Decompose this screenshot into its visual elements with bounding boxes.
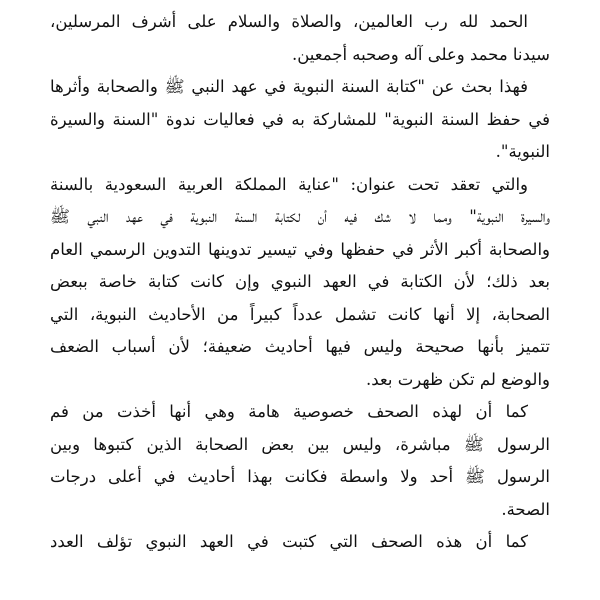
paragraph-3	[50, 169, 550, 397]
text-line: سيدنا محمد وعلى آله وصحبه أجمعين.	[291, 44, 550, 64]
paragraph-2	[50, 71, 550, 169]
text-line: الحمد لله رب العالمين، والصلاة والسلام على أشرف المرسلين،	[50, 12, 528, 31]
text-line: والتي تعقد تحت عنوان: "عناية المملكة العربية السعودية بالسنة	[50, 174, 528, 194]
text-line: فهذا بحث عن "كتابة السنة النبوية في عهد النبي ﷺ والصحابة وأثرها	[50, 77, 528, 96]
text-line: والصحابة أكبر الأثر في حفظها وفي تيسير تدوينها التدوين الرسمي العام	[50, 239, 550, 259]
paragraph-5	[50, 526, 550, 559]
text-line: والوضع لم تكن ظهرت بعد.	[366, 369, 550, 389]
text-line: النبوية".	[495, 142, 550, 161]
text-line: والسيرة النبوية" ومما لا شك فيه أن لكتابة السنة النبوية في عهد النبي ﷺ	[50, 207, 550, 226]
paragraph-1	[50, 6, 550, 71]
text-line: كما أن هذه الصحف التي كتبت في العهد النبوي تؤلف العدد	[50, 532, 528, 551]
text-line: الرسول ﷺ مباشرة، وليس بين بعض الصحابة الذين كتبوها وبين	[50, 434, 550, 454]
text-line: تتميز بأنها صحيحة وليس فيها أحاديث ضعيفة؛ لأن أسباب الضعف	[50, 337, 550, 356]
text-line: الصحة.	[501, 499, 550, 519]
text-line: الرسول ﷺ أحد ولا واسطة فكانت بهذا أحاديث في أعلى درجات	[50, 467, 550, 486]
paragraph-4	[50, 396, 550, 526]
text-line: بعد ذلك؛ لأن الكتابة في العهد النبوي وإن كانت كتابة خاصة ببعض	[50, 272, 550, 291]
text-line: كما أن لهذه الصحف خصوصية هامة وهي أنها أخذت من فم	[50, 402, 528, 421]
text-line: الصحابة، إلا أنها كانت تشمل عدداً كبيراً من الأحاديث النبوية، التي	[50, 304, 550, 324]
text-line: في حفظ السنة النبوية" للمشاركة به في فعاليات ندوة "السنة والسيرة	[50, 109, 550, 129]
